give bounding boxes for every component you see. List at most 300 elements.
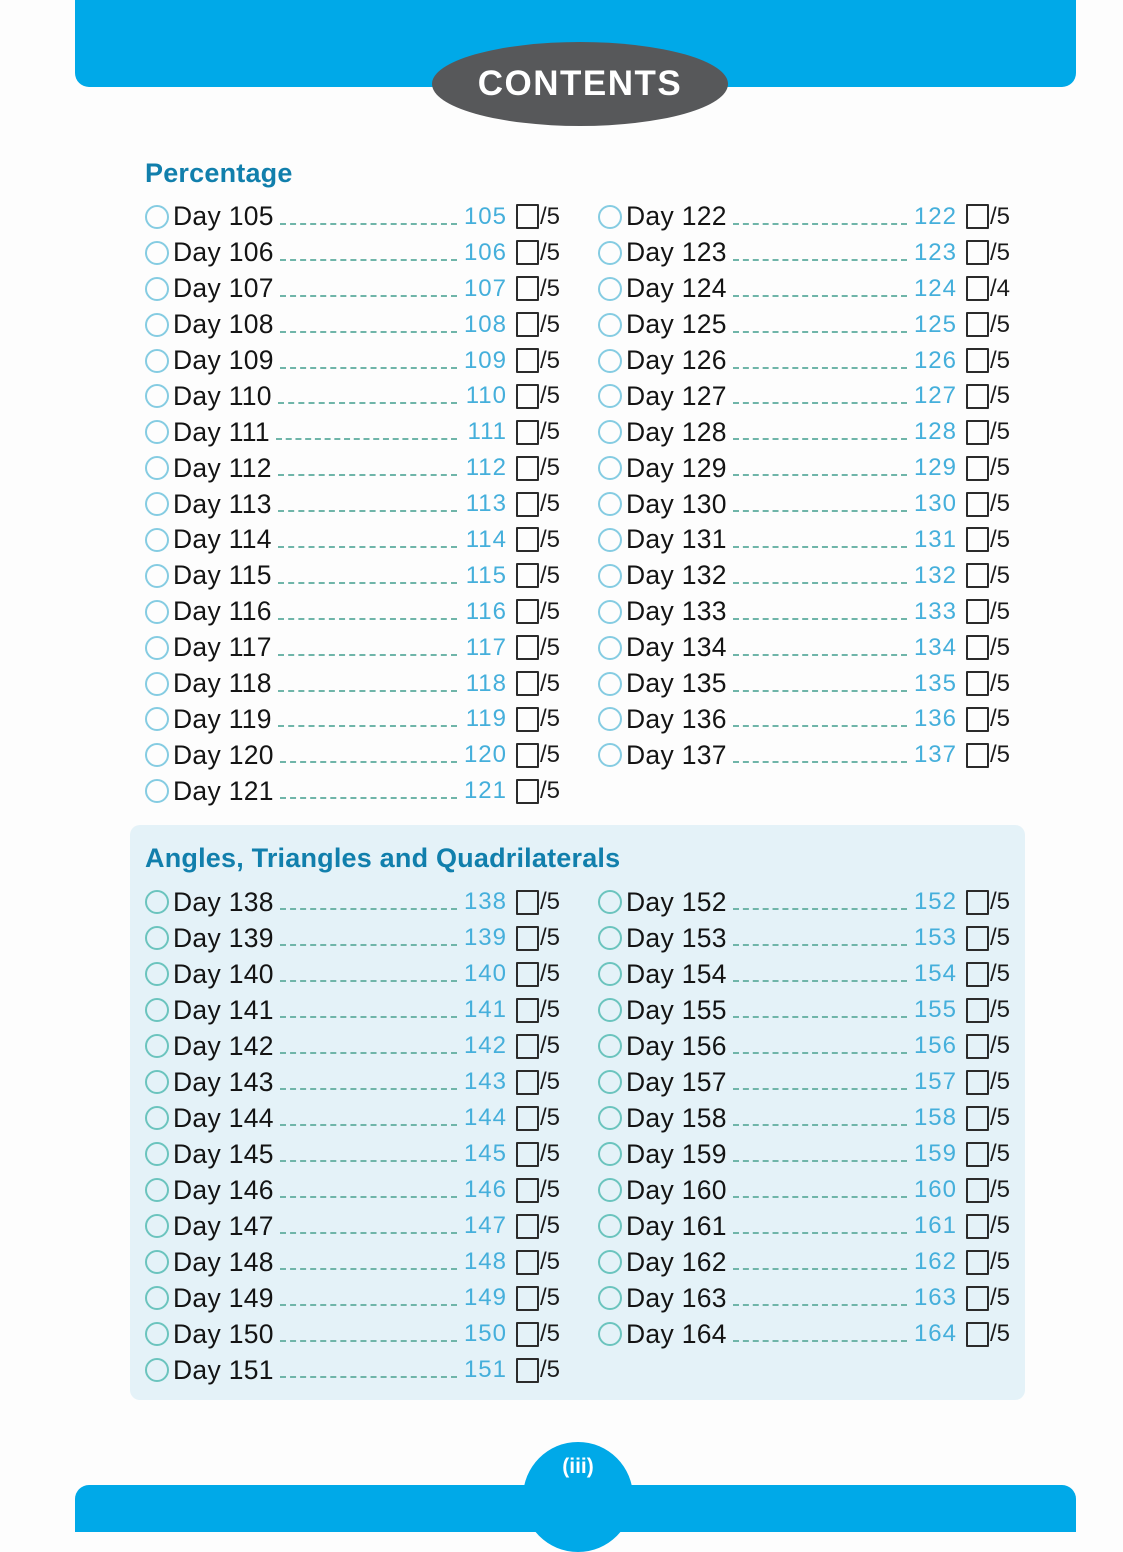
page-number: 144 xyxy=(463,1104,507,1131)
score-denominator: /5 xyxy=(539,633,560,661)
page-number: 111 xyxy=(467,418,507,446)
day-circle-icon xyxy=(598,1034,622,1058)
dotted-leader xyxy=(278,546,457,548)
day-circle-icon xyxy=(598,743,622,767)
score-denominator: /5 xyxy=(539,1140,560,1167)
score-checkbox xyxy=(516,1034,539,1059)
page-number: 112 xyxy=(465,454,507,482)
day-label: Day 129 xyxy=(626,452,727,483)
day-label: Day 158 xyxy=(626,1102,727,1133)
day-label: Day 145 xyxy=(173,1138,274,1169)
score-denominator: /5 xyxy=(539,1320,560,1347)
score-checkbox xyxy=(966,926,989,951)
page-number: 147 xyxy=(463,1212,507,1239)
day-circle-icon xyxy=(145,313,169,337)
toc-row xyxy=(145,1244,560,1280)
dotted-leader xyxy=(278,474,457,476)
score-checkbox xyxy=(516,312,539,337)
toc-row xyxy=(145,1028,560,1064)
score-checkbox xyxy=(966,492,989,517)
day-label: Day 150 xyxy=(173,1318,274,1349)
day-label: Day 124 xyxy=(626,273,727,304)
toc-row xyxy=(145,920,560,956)
day-circle-icon xyxy=(145,564,169,588)
day-circle-icon xyxy=(598,1178,622,1202)
score-checkbox xyxy=(966,312,989,337)
day-label: Day 156 xyxy=(626,1030,727,1061)
score-denominator: /5 xyxy=(989,669,1010,697)
day-circle-icon xyxy=(598,672,622,696)
toc-row xyxy=(145,235,560,271)
toc-columns xyxy=(145,199,1123,809)
score-denominator: /5 xyxy=(539,561,560,589)
day-circle-icon xyxy=(145,384,169,408)
toc-row xyxy=(145,522,560,558)
score-denominator: /5 xyxy=(989,888,1010,915)
toc-row xyxy=(598,414,1010,450)
score-denominator: /5 xyxy=(539,1032,560,1059)
contents-title-badge xyxy=(432,42,728,126)
score-denominator: /5 xyxy=(539,202,560,230)
score-denominator: /5 xyxy=(539,1068,560,1095)
score-denominator: /5 xyxy=(539,418,560,446)
toc-row xyxy=(598,558,1010,594)
score-checkbox xyxy=(966,890,989,915)
page-number: 158 xyxy=(913,1104,957,1131)
score-denominator: /5 xyxy=(989,490,1010,518)
score-denominator: /5 xyxy=(539,1212,560,1239)
page-number: 129 xyxy=(913,454,957,482)
day-circle-icon xyxy=(598,241,622,265)
day-circle-icon xyxy=(145,600,169,624)
day-label: Day 161 xyxy=(626,1210,727,1241)
page-number: 126 xyxy=(913,346,957,374)
dotted-leader xyxy=(280,1196,457,1198)
day-label: Day 140 xyxy=(173,958,274,989)
day-circle-icon xyxy=(598,492,622,516)
page-number: 156 xyxy=(913,1032,957,1059)
score-checkbox xyxy=(516,998,539,1023)
dotted-leader xyxy=(733,1160,907,1162)
score-checkbox xyxy=(516,1286,539,1311)
day-circle-icon xyxy=(145,420,169,444)
dotted-leader xyxy=(733,618,907,620)
page-number: 149 xyxy=(463,1284,507,1311)
toc-row xyxy=(145,1352,560,1388)
toc-row xyxy=(145,956,560,992)
score-denominator: /5 xyxy=(989,1032,1010,1059)
page-number: 128 xyxy=(913,418,957,446)
page-number: 146 xyxy=(463,1176,507,1203)
page-number: 150 xyxy=(463,1320,507,1347)
score-denominator: /5 xyxy=(539,1248,560,1275)
score-denominator: /5 xyxy=(989,705,1010,733)
toc-row xyxy=(598,307,1010,343)
page-number: 135 xyxy=(913,669,957,697)
score-denominator: /5 xyxy=(989,597,1010,625)
dotted-leader xyxy=(733,223,907,225)
page-number: 118 xyxy=(465,669,507,697)
toc-row xyxy=(598,450,1010,486)
score-checkbox xyxy=(516,599,539,624)
score-checkbox xyxy=(966,420,989,445)
toc-row xyxy=(145,486,560,522)
dotted-leader xyxy=(733,725,907,727)
toc-row xyxy=(145,1064,560,1100)
page-number: 155 xyxy=(913,996,957,1023)
dotted-leader xyxy=(280,1160,457,1162)
page-number: 122 xyxy=(913,202,957,230)
dotted-leader xyxy=(733,402,907,404)
page-number: 114 xyxy=(465,525,507,553)
page-number: 138 xyxy=(463,888,507,915)
score-checkbox xyxy=(516,890,539,915)
page-number: 159 xyxy=(913,1140,957,1167)
dotted-leader xyxy=(280,1088,457,1090)
day-label: Day 128 xyxy=(626,416,727,447)
day-label: Day 154 xyxy=(626,958,727,989)
page-title: CONTENTS xyxy=(477,64,683,103)
day-label: Day 106 xyxy=(173,237,274,268)
dotted-leader xyxy=(280,259,457,261)
dotted-leader xyxy=(733,438,907,440)
toc-row xyxy=(145,1280,560,1316)
score-checkbox xyxy=(516,926,539,951)
day-circle-icon xyxy=(145,707,169,731)
dotted-leader xyxy=(733,761,907,763)
day-circle-icon xyxy=(145,1106,169,1130)
score-checkbox xyxy=(966,743,989,768)
toc-column xyxy=(598,199,1010,809)
page-number: 136 xyxy=(913,705,957,733)
page-number: 130 xyxy=(913,490,957,518)
score-denominator: /5 xyxy=(989,1068,1010,1095)
section-title: Percentage xyxy=(145,158,293,188)
toc-row xyxy=(145,992,560,1028)
dotted-leader xyxy=(278,402,457,404)
day-circle-icon xyxy=(598,205,622,229)
toc-column xyxy=(145,884,560,1388)
day-label: Day 107 xyxy=(173,273,274,304)
toc-row xyxy=(145,271,560,307)
score-checkbox xyxy=(966,998,989,1023)
dotted-leader xyxy=(280,797,457,799)
score-checkbox xyxy=(966,635,989,660)
day-label: Day 144 xyxy=(173,1102,274,1133)
day-label: Day 115 xyxy=(173,560,272,591)
dotted-leader xyxy=(733,1304,907,1306)
dotted-leader xyxy=(280,1016,457,1018)
day-circle-icon xyxy=(145,277,169,301)
dotted-leader xyxy=(278,582,457,584)
score-denominator: /5 xyxy=(989,741,1010,769)
dotted-leader xyxy=(733,944,907,946)
day-label: Day 143 xyxy=(173,1066,274,1097)
day-circle-icon xyxy=(598,1106,622,1130)
day-label: Day 123 xyxy=(626,237,727,268)
page-number: 145 xyxy=(463,1140,507,1167)
score-denominator: /5 xyxy=(989,1104,1010,1131)
dotted-leader xyxy=(733,546,907,548)
score-checkbox xyxy=(516,527,539,552)
score-checkbox xyxy=(516,1322,539,1347)
score-denominator: /5 xyxy=(539,454,560,482)
toc-row xyxy=(145,737,560,773)
score-denominator: /5 xyxy=(539,1176,560,1203)
score-denominator: /5 xyxy=(539,741,560,769)
day-label: Day 120 xyxy=(173,739,274,770)
toc-row xyxy=(145,773,560,809)
score-denominator: /5 xyxy=(539,1104,560,1131)
score-denominator: /5 xyxy=(989,418,1010,446)
score-checkbox xyxy=(516,1358,539,1383)
toc-row xyxy=(145,307,560,343)
score-denominator: /5 xyxy=(989,454,1010,482)
score-denominator: /5 xyxy=(539,960,560,987)
day-circle-icon xyxy=(598,420,622,444)
dotted-leader xyxy=(280,908,457,910)
score-denominator: /5 xyxy=(539,310,560,338)
page-number: 132 xyxy=(913,561,957,589)
toc-columns xyxy=(145,884,1010,1388)
score-denominator: /5 xyxy=(539,705,560,733)
score-denominator: /5 xyxy=(539,382,560,410)
day-circle-icon xyxy=(145,241,169,265)
score-checkbox xyxy=(516,456,539,481)
day-label: Day 133 xyxy=(626,596,727,627)
score-denominator: /5 xyxy=(989,996,1010,1023)
toc-row xyxy=(598,1028,1010,1064)
toc-column xyxy=(145,199,560,809)
day-label: Day 126 xyxy=(626,345,727,375)
score-denominator: /5 xyxy=(539,924,560,951)
score-checkbox xyxy=(966,1070,989,1095)
day-label: Day 127 xyxy=(626,380,727,411)
day-label: Day 141 xyxy=(173,994,274,1025)
score-checkbox xyxy=(516,707,539,732)
toc-row xyxy=(145,666,560,702)
day-circle-icon xyxy=(598,636,622,660)
score-checkbox xyxy=(516,962,539,987)
toc-row xyxy=(145,558,560,594)
score-checkbox xyxy=(966,456,989,481)
toc-row xyxy=(598,199,1010,235)
footer-page-number: (iii) xyxy=(562,1455,594,1478)
day-label: Day 116 xyxy=(173,596,272,627)
page-number: 161 xyxy=(913,1212,957,1239)
page-number: 123 xyxy=(913,238,957,266)
dotted-leader xyxy=(733,474,907,476)
score-denominator: /5 xyxy=(989,310,1010,338)
day-circle-icon xyxy=(145,672,169,696)
day-circle-icon xyxy=(598,962,622,986)
day-circle-icon xyxy=(145,1142,169,1166)
score-checkbox xyxy=(516,1070,539,1095)
day-label: Day 160 xyxy=(626,1174,727,1205)
score-checkbox xyxy=(966,707,989,732)
toc-row xyxy=(598,737,1010,773)
page-number: 164 xyxy=(913,1320,957,1347)
day-circle-icon xyxy=(598,277,622,301)
score-checkbox xyxy=(966,1034,989,1059)
score-denominator: /5 xyxy=(989,1320,1010,1347)
score-checkbox xyxy=(966,1250,989,1275)
day-circle-icon xyxy=(598,998,622,1022)
score-checkbox xyxy=(966,599,989,624)
score-denominator: /5 xyxy=(989,1248,1010,1275)
page-number: 133 xyxy=(913,597,957,625)
score-checkbox xyxy=(966,1214,989,1239)
score-denominator: /5 xyxy=(539,274,560,302)
day-label: Day 138 xyxy=(173,886,274,917)
day-circle-icon xyxy=(145,636,169,660)
day-circle-icon xyxy=(598,707,622,731)
day-circle-icon xyxy=(145,1070,169,1094)
dotted-leader xyxy=(733,1232,907,1234)
day-circle-icon xyxy=(145,205,169,229)
toc-row xyxy=(598,1316,1010,1352)
day-circle-icon xyxy=(145,890,169,914)
toc-row xyxy=(145,1208,560,1244)
score-denominator: /5 xyxy=(989,633,1010,661)
dotted-leader xyxy=(276,438,457,440)
dotted-leader xyxy=(280,331,457,333)
score-checkbox xyxy=(966,1286,989,1311)
score-denominator: /5 xyxy=(989,1140,1010,1167)
dotted-leader xyxy=(280,1376,457,1378)
day-label: Day 149 xyxy=(173,1282,274,1313)
day-circle-icon xyxy=(145,779,169,803)
toc-row xyxy=(145,414,560,450)
day-circle-icon xyxy=(598,926,622,950)
toc-row xyxy=(598,1064,1010,1100)
day-circle-icon xyxy=(598,313,622,337)
page-number: 134 xyxy=(913,633,957,661)
score-checkbox xyxy=(516,1178,539,1203)
day-circle-icon xyxy=(145,492,169,516)
day-label: Day 132 xyxy=(626,560,727,591)
day-label: Day 137 xyxy=(626,739,727,770)
dotted-leader xyxy=(733,1196,907,1198)
toc-row xyxy=(598,630,1010,666)
page-number: 140 xyxy=(463,960,507,987)
dotted-leader xyxy=(733,331,907,333)
day-label: Day 118 xyxy=(173,668,272,699)
dotted-leader xyxy=(280,1232,457,1234)
day-label: Day 114 xyxy=(173,524,272,555)
section-angles-triangles-quadrilaterals xyxy=(130,825,1025,1400)
day-label: Day 108 xyxy=(173,309,274,340)
score-denominator: /5 xyxy=(539,346,560,374)
day-circle-icon xyxy=(598,456,622,480)
toc-row xyxy=(598,920,1010,956)
page-number: 116 xyxy=(465,597,507,625)
toc-row xyxy=(598,992,1010,1028)
day-circle-icon xyxy=(598,384,622,408)
day-circle-icon xyxy=(598,1070,622,1094)
dotted-leader xyxy=(733,510,907,512)
score-checkbox xyxy=(516,671,539,696)
toc-row xyxy=(598,884,1010,920)
day-label: Day 152 xyxy=(626,886,727,917)
score-checkbox xyxy=(966,348,989,373)
toc-row xyxy=(145,1136,560,1172)
dotted-leader xyxy=(733,1124,907,1126)
day-label: Day 109 xyxy=(173,345,274,375)
toc-row xyxy=(145,701,560,737)
score-denominator: /5 xyxy=(539,1284,560,1311)
toc-row xyxy=(598,271,1010,307)
score-denominator: /5 xyxy=(989,1176,1010,1203)
dotted-leader xyxy=(733,690,907,692)
day-circle-icon xyxy=(145,962,169,986)
day-label: Day 134 xyxy=(626,632,727,663)
day-label: Day 110 xyxy=(173,380,272,411)
score-denominator: /5 xyxy=(989,238,1010,266)
page-number: 110 xyxy=(465,382,507,410)
score-checkbox xyxy=(516,420,539,445)
score-denominator: /5 xyxy=(539,490,560,518)
page-number: 137 xyxy=(913,741,957,769)
dotted-leader xyxy=(733,654,907,656)
score-denominator: /5 xyxy=(539,238,560,266)
page-number: 119 xyxy=(465,705,507,733)
score-checkbox xyxy=(516,635,539,660)
toc-row xyxy=(598,1244,1010,1280)
score-checkbox xyxy=(966,962,989,987)
page-number: 141 xyxy=(463,996,507,1023)
day-circle-icon xyxy=(145,349,169,373)
score-denominator: /5 xyxy=(539,597,560,625)
section-percentage xyxy=(0,158,1123,809)
page-number: 152 xyxy=(913,888,957,915)
day-label: Day 153 xyxy=(626,922,727,953)
page-number: 105 xyxy=(463,202,507,230)
score-checkbox xyxy=(516,240,539,265)
toc-row xyxy=(145,1316,560,1352)
day-circle-icon xyxy=(598,600,622,624)
dotted-leader xyxy=(278,725,457,727)
dotted-leader xyxy=(733,295,907,297)
dotted-leader xyxy=(733,1088,907,1090)
dotted-leader xyxy=(733,1016,907,1018)
score-checkbox xyxy=(516,348,539,373)
day-circle-icon xyxy=(145,926,169,950)
toc-row xyxy=(598,701,1010,737)
day-circle-icon xyxy=(598,349,622,373)
score-checkbox xyxy=(516,563,539,588)
page-number: 120 xyxy=(463,741,507,769)
dotted-leader xyxy=(278,690,457,692)
footer-band xyxy=(75,1485,1076,1532)
page-number: 115 xyxy=(465,561,507,589)
page-number: 163 xyxy=(913,1284,957,1311)
score-checkbox xyxy=(966,276,989,301)
score-denominator: /4 xyxy=(989,274,1010,302)
toc-row xyxy=(145,1172,560,1208)
day-circle-icon xyxy=(145,1250,169,1274)
toc-row xyxy=(145,1100,560,1136)
day-circle-icon xyxy=(145,1358,169,1382)
day-circle-icon xyxy=(145,743,169,767)
score-denominator: /5 xyxy=(539,525,560,553)
score-checkbox xyxy=(966,204,989,229)
page-number: 139 xyxy=(463,924,507,951)
toc-row xyxy=(145,630,560,666)
day-label: Day 105 xyxy=(173,201,274,232)
score-denominator: /5 xyxy=(989,561,1010,589)
day-label: Day 151 xyxy=(173,1354,274,1385)
